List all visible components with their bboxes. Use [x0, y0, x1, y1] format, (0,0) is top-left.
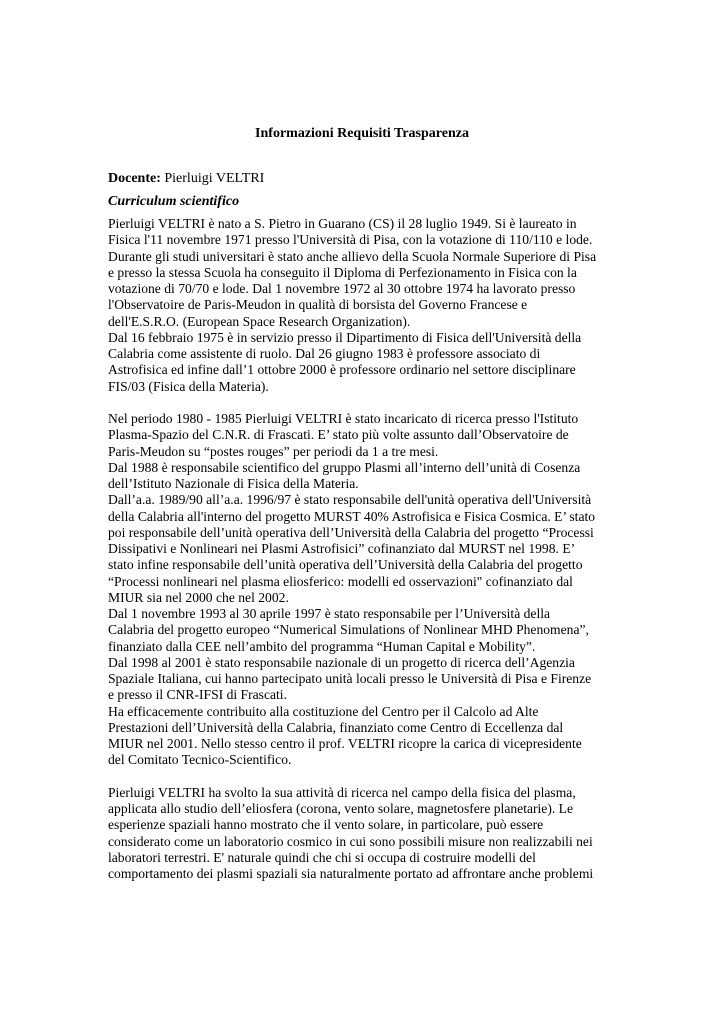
body-line: Fisica l'11 novembre 1971 presso l'Università di Pisa, con la votazione di 110/110 e lode.: [108, 232, 593, 248]
section-title: Curriculum scientifico: [108, 194, 240, 209]
body-line: votazione di 70/70 e lode. Dal 1 novembre 1972 al 30 ottobre 1974 ha lavorato presso: [108, 281, 576, 296]
body-line: e presso il CNR-IFSI di Frascati.: [108, 687, 287, 703]
body-line: Nel periodo 1980 - 1985 Pierluigi VELTRI è stato incaricato di ricerca presso l'Istituto: [108, 411, 579, 426]
body-line: Pierluigi VELTRI è nato a S. Pietro in Guarano (CS) il 28 luglio 1949. Si è laureato in: [108, 216, 577, 231]
body-line: Dal 16 febbraio 1975 è in servizio presso il Dipartimento di Fisica dell'Università della: [108, 329, 582, 345]
body-line: dell'E.S.R.O. (European Space Research Organization).: [108, 313, 411, 329]
docente-name: Pierluigi VELTRI: [160, 171, 265, 186]
body-line: laboratori terrestri. E' naturale quindi che chi si occupa di costruire modelli del: [108, 849, 536, 865]
body-line: Prestazioni dell’Università della Calabria, finanziato come Centro di Eccellenza dal: [108, 719, 564, 735]
paragraph-gap: [108, 395, 628, 411]
body-line: “Processi nonlineari nel plasma eliosferico: modelli ed osservazioni" cofinanziato dal: [108, 573, 573, 589]
body-line: del Comitato Tecnico-Scientifico.: [108, 752, 292, 768]
body-line: applicata allo studio dell’eliosfera (corona, vento solare, magnetosfere planetarie). Le: [108, 801, 574, 816]
body-line: Durante gli studi universitari è stato anche allievo della Scuola Normale Superiore di Pisa: [108, 248, 597, 264]
body-line: Dal 1998 al 2001 è stato responsabile nazionale di un progetto di ricerca dell’Agenzia: [108, 654, 575, 670]
body-line: FIS/03 (Fisica della Materia).: [108, 378, 269, 394]
body-line: Paris-Meudon su “postes rouges” per periodi da 1 a tre mesi.: [108, 443, 439, 459]
body-line: Calabria del progetto europeo “Numerical Simulations of Nonlinear MHD Phenomena”,: [108, 622, 589, 638]
body-line: l'Observatoire de Paris-Meudon in qualità di borsista del Governo Francese e: [108, 297, 528, 313]
body-line: comportamento dei plasmi spaziali sia naturalmente portato ad affrontare anche problemi: [108, 866, 594, 881]
body-line: MIUR sia nel 2000 che nel 2002.: [108, 589, 289, 605]
body-line: MIUR nel 2001. Nello stesso centro il prof. VELTRI ricopre la carica di vicepresidente: [108, 736, 582, 751]
docente-label: Docente:: [108, 171, 161, 186]
body-line: poi responsabile dell’unità operativa dell’Università della Calabria del progetto “Processi: [108, 524, 594, 540]
body-line: della Calabria all'interno del progetto MURST 40% Astrofisica e Fisica Cosmica. E’ stato: [108, 508, 596, 524]
body-line: esperienze spaziali hanno mostrato che il vento solare, in particolare, può essere: [108, 817, 544, 833]
body-line: Pierluigi VELTRI ha svolto la sua attività di ricerca nel campo della fisica del plasma,: [108, 784, 576, 800]
body-line: considerato come un laboratorio cosmico in cui sono possibili misure non realizzabili nei: [108, 833, 593, 849]
body-line: Plasma-Spazio del C.N.R. di Frascati. E’ stato più volte assunto dall’Observatoire de: [108, 427, 569, 443]
body-line: Dal 1988 è responsabile scientifico del gruppo Plasmi all’interno dell’unità di Cosenza: [108, 459, 581, 475]
body-line: Calabria come assistente di ruolo. Dal 26 giugno 1983 è professore associato di: [108, 346, 541, 361]
document-title: Informazioni Requisiti Trasparenza: [255, 126, 469, 141]
docente-line: [108, 170, 264, 188]
body-line: Dissipativi e Nonlineari nei Plasmi Astrofisici” cofinanziato dal MURST nel 1998. E’: [108, 541, 576, 556]
body-line: finanziato dalla CEE nell’ambito del programma “Human Capital e Mobility”.: [108, 638, 536, 654]
body-line: Ha efficacemente contribuito alla costituzione del Centro per il Calcolo ad Alte: [108, 703, 539, 719]
body-line: dell’Istituto Nazionale di Fisica della Materia.: [108, 476, 359, 491]
body-line: Dall’a.a. 1989/90 all’a.a. 1996/97 è stato responsabile dell'unità operativa dell'Università: [108, 492, 592, 508]
body-line: e presso la stessa Scuola ha conseguito il Diploma di Perfezionamento in Fisica con la: [108, 264, 577, 280]
body-line: Astrofisica ed infine dall’1 ottobre 2000 è professore ordinario nel settore disciplinare: [108, 362, 576, 378]
paragraph-gap: [108, 769, 628, 785]
curriculum-body: [108, 216, 628, 882]
body-line: Spaziale Italiana, cui hanno partecipato unità locali presso le Università di Pisa e Firenze: [108, 671, 592, 686]
body-line: Dal 1 novembre 1993 al 30 aprile 1997 è stato responsabile per l’Università della: [108, 606, 551, 621]
body-line: stato infine responsabile dell’unità operativa dell’Università della Calabria del progetto: [108, 557, 583, 573]
